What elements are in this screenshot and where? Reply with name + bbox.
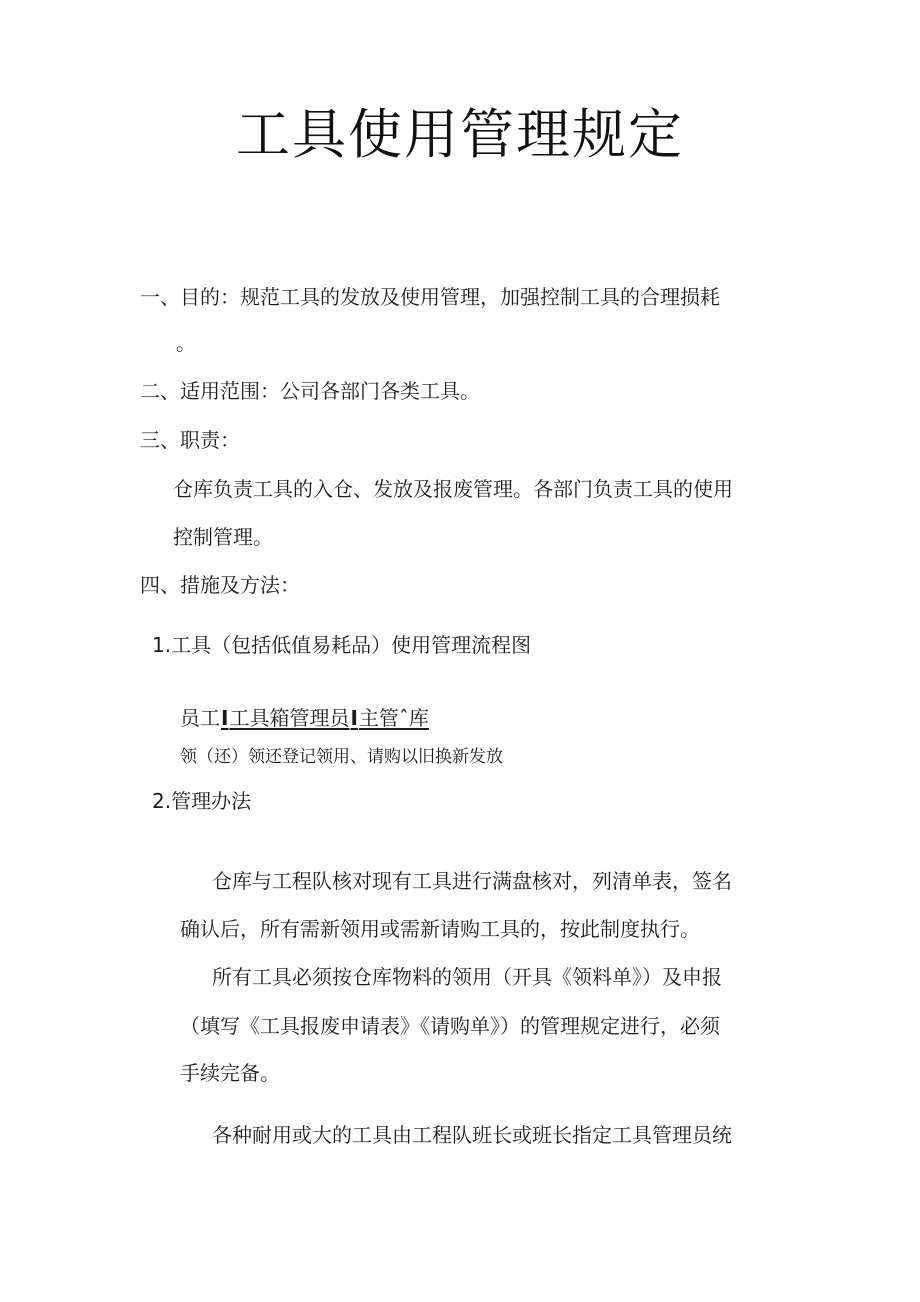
item2-heading: 2.管理办法 bbox=[152, 789, 252, 813]
flow-head-staff: 员工 bbox=[180, 706, 220, 730]
flowchart-headers bbox=[180, 702, 429, 731]
section-purpose-line2: 。 bbox=[176, 331, 196, 355]
section-scope: 二、适用范围：公司各部门各类工具。 bbox=[140, 379, 480, 403]
section-measures-heading: 四、措施及方法： bbox=[140, 573, 300, 597]
paragraph2-line2: （填写《工具报废申请表》《请购单》）的管理规定进行，必须 bbox=[180, 1014, 720, 1038]
paragraph1-line1: 仓库与工程队核对现有工具进行满盘核对，列清单表，签名 bbox=[212, 869, 732, 893]
paragraph1-line2: 确认后，所有需新领用或需新请购工具的，按此制度执行。 bbox=[180, 917, 700, 941]
section-duties-line2: 控制管理。 bbox=[173, 525, 273, 549]
section-duties-line1: 仓库负责工具的入仓、发放及报废管理。各部门负责工具的使用 bbox=[173, 477, 733, 501]
flow-separator: I bbox=[221, 706, 229, 730]
paragraph2-line1: 所有工具必须按仓库物料的领用（开具《领料单》）及申报 bbox=[212, 965, 722, 989]
item1-flowchart-title: 1.工具（包括低值易耗品）使用管理流程图 bbox=[152, 633, 532, 657]
page-title: 工具使用管理规定 bbox=[236, 103, 684, 166]
flow-head-manager: 主管ˆ库 bbox=[358, 706, 429, 730]
flow-head-keeper: 工具箱管理员 bbox=[229, 706, 350, 730]
flow-separator: I bbox=[350, 706, 358, 730]
section-duties-heading: 三、职责： bbox=[140, 428, 240, 452]
paragraph2-line3: 手续完备。 bbox=[180, 1061, 280, 1085]
flowchart-labels: 领（还）领还登记领用、请购以旧换新发放 bbox=[180, 747, 503, 767]
section-purpose-line1: 一、目的：规范工具的发放及使用管理，加强控制工具的合理损耗 bbox=[140, 285, 720, 309]
paragraph3-line1: 各种耐用或大的工具由工程队班长或班长指定工具管理员统 bbox=[212, 1123, 732, 1147]
